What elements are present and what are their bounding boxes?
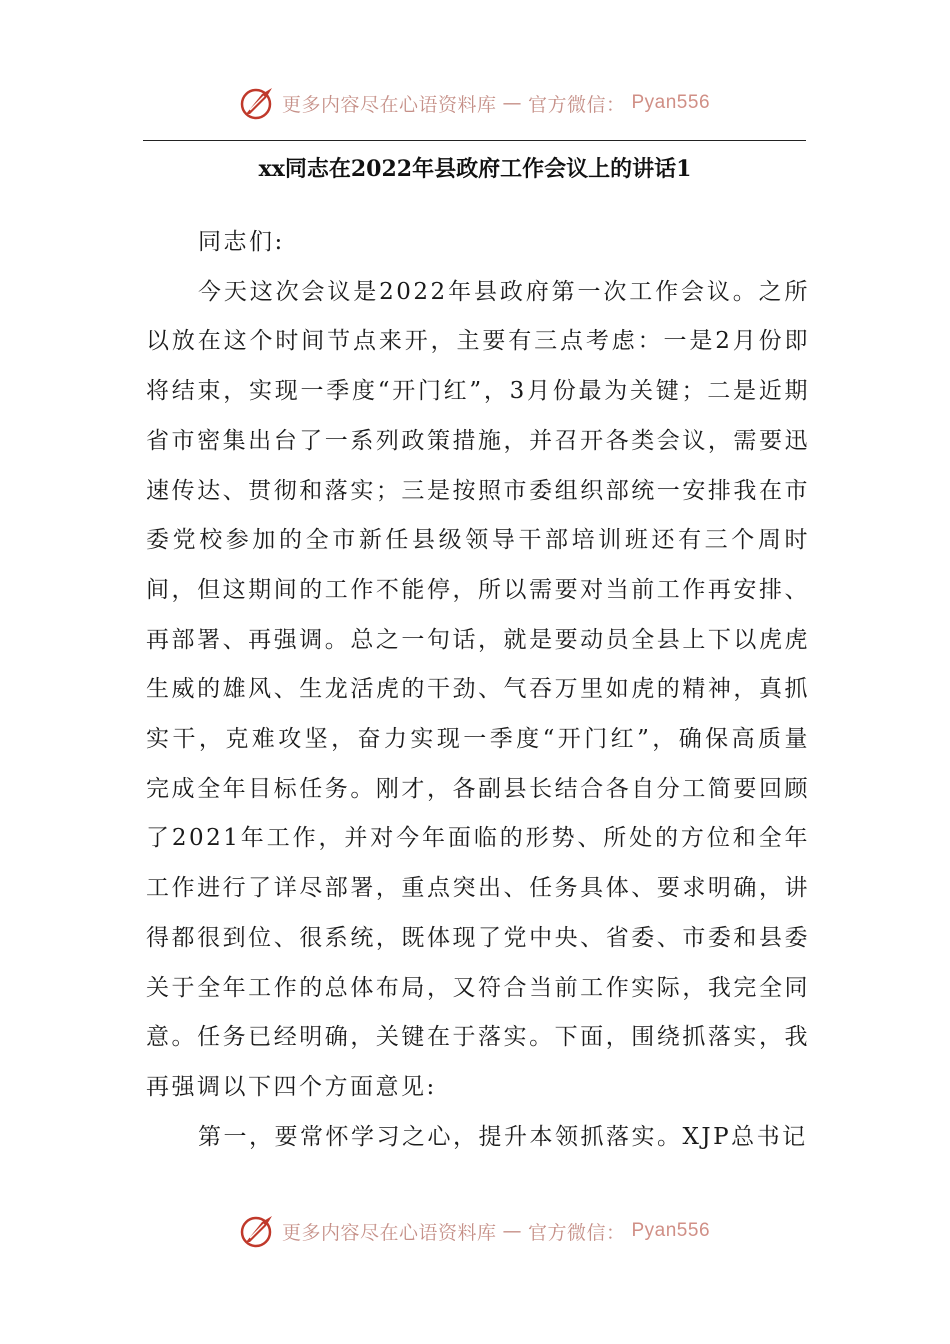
watermark-text: 更多内容尽在心语资料库: [281, 1221, 497, 1244]
quill-logo-icon: [240, 86, 276, 120]
watermark-wechat-id: Pyan556: [631, 92, 711, 113]
watermark-separator: —: [502, 92, 522, 114]
watermark-label: 官方微信：: [527, 1221, 626, 1244]
document-title: xx同志在2022年县政府工作会议上的讲话1: [258, 156, 692, 182]
document-body: [146, 218, 810, 1162]
footer-watermark: [0, 1214, 950, 1248]
watermark-text: 更多内容尽在心语资料库: [281, 93, 497, 116]
paragraph-2: 第一，要常怀学习之心，提升本领抓落实。XJP总书记: [198, 1123, 808, 1150]
quill-logo-icon: [240, 1214, 276, 1248]
header-watermark: [0, 86, 950, 120]
watermark-label: 官方微信：: [527, 93, 626, 116]
watermark-separator: —: [502, 1220, 522, 1242]
greeting: 同志们:: [198, 229, 285, 255]
paragraph-1: 今天这次会议是2022年县政府第一次工作会议。之所以放在这个时间节点来开，主要有三点考虑：一是2月份即将结束，实现一季度“开门红”，3月份最为关键；二是近期省市密集出台了一系列政策措施，并召开各类会议，需要迅速传达、贯彻和落实；三是按照市委组织部统一安排我在市委党校参加的全市新任县级领导干部培训班还有三个周时间，但这期间的工作不能停，所以需要对当前工作再安排、再部署、再强调。总之一句话，就是要动员全县上下以虎虎生威的雄风、生龙活虎的干劲、气吞万里如虎的精神，真抓实干，克难攻坚，奋力实现一季度“开门红”，确保高质量完成全年目标任务。刚才，各副县长结合各自分工简要回顾了2021年工作，并对今年面临的形势、所处的方位和全年工作进行了详尽部署，重点突出、任务具体、要求明确，讲得都很到位、很系统，既体现了党中央、省委、市委和县委关于全年工作的总体布局，又符合当前工作实际，我完全同意。任务已经明确，关键在于落实。下面，围绕抓落实，我再强调以下四个方面意见:: [146, 278, 810, 1100]
header-divider: [143, 140, 806, 141]
watermark-wechat-id: Pyan556: [631, 1220, 711, 1241]
